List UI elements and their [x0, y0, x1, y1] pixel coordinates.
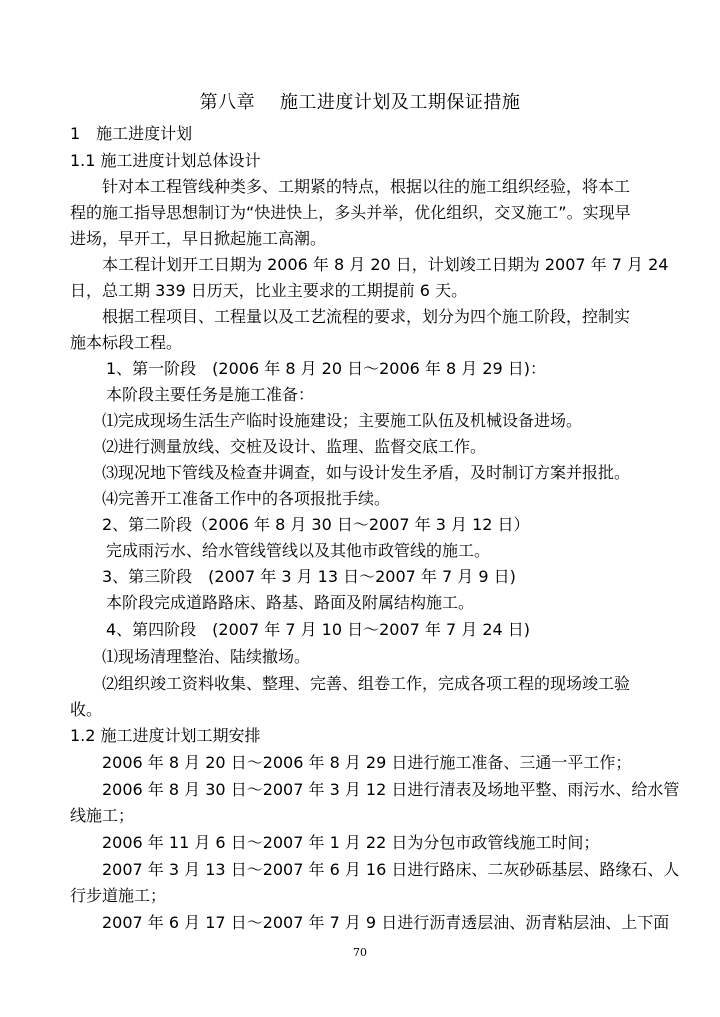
list-item: ⑵进行测量放线、交桩及设计、监理、监督交底工作。 — [102, 437, 487, 456]
paragraph-line: 本阶段主要任务是施工准备： — [106, 385, 315, 404]
schedule-line: 2007 年 3 月 13 日～2007 年 6 月 16 日进行路床、二灰砂砾基层、路缘石、人 — [102, 860, 680, 879]
paragraph-line: 进场，早开工，早日掀起施工高潮。 — [70, 229, 327, 248]
stage-heading: 2、第二阶段（2006 年 8 月 30 日～2007 年 3 月 12 日） — [102, 515, 530, 534]
schedule-line: 2006 年 11 月 6 日～2007 年 1 月 22 日为分包市政管线施工时间； — [102, 833, 600, 852]
section-heading: 1 施工进度计划 — [70, 124, 193, 143]
list-item: ⑴完成现场生活生产临时设施建设；主要施工队伍及机械设备进场。 — [102, 411, 583, 430]
list-item: ⑶现况地下管线及检查井调查，如与设计发生矛盾，及时制订方案并报批。 — [102, 463, 631, 482]
schedule-line: 2006 年 8 月 20 日～2006 年 8 月 29 日进行施工准备、三通一平工作； — [102, 753, 632, 772]
page-number: 70 — [353, 946, 367, 959]
list-item: ⑴现场清理整治、陆续撤场。 — [102, 647, 311, 666]
schedule-line: 行步道施工； — [70, 886, 167, 905]
paragraph-line: 收。 — [70, 700, 103, 719]
paragraph-line: 本工程计划开工日期为 2006 年 8 月 20 日，计划竣工日期为 2007 年 7 月 24 — [102, 255, 669, 274]
subsection-heading: 1.2 施工进度计划工期安排 — [70, 726, 261, 745]
paragraph-line: 完成雨污水、给水管线管线以及其他市政管线的施工。 — [106, 541, 491, 560]
list-item: ⑷完善开工准备工作中的各项报批手续。 — [102, 489, 391, 508]
schedule-line: 线施工； — [70, 806, 135, 825]
subsection-heading: 1.1 施工进度计划总体设计 — [70, 151, 261, 170]
stage-heading: 4、第四阶段 (2007 年 7 月 10 日～2007 年 7 月 24 日) — [106, 620, 531, 639]
schedule-line: 2007 年 6 月 17 日～2007 年 7 月 9 日进行沥青透层油、沥青粘层油、上下面 — [102, 913, 670, 932]
chapter-title: 第八章 施工进度计划及工期保证措施 — [199, 92, 521, 113]
paragraph-line: 根据工程项目、工程量以及工艺流程的要求，划分为四个施工阶段，控制实 — [102, 307, 631, 326]
paragraph-line: 日，总工期 339 日历天，比业主要求的工期提前 6 天。 — [70, 281, 468, 300]
stage-heading: 1、第一阶段 (2006 年 8 月 20 日～2006 年 8 月 29 日)： — [106, 359, 547, 378]
paragraph-line: 程的施工指导思想制订为“快进快上，多头并举，优化组织，交叉施工”。实现早 — [70, 203, 631, 222]
schedule-line: 2006 年 8 月 30 日～2007 年 3 月 12 日进行清表及场地平整、雨污水、给水管 — [102, 780, 680, 799]
paragraph-line: 本阶段完成道路路床、路基、路面及附属结构施工。 — [106, 593, 475, 612]
paragraph-line: 施本标段工程。 — [70, 333, 183, 352]
stage-heading: 3、第三阶段 (2007 年 3 月 13 日～2007 年 7 月 9 日) — [102, 567, 516, 586]
paragraph-line: 针对本工程管线种类多、工期紧的特点，根据以往的施工组织经验，将本工 — [102, 177, 631, 196]
list-item: ⑵组织竣工资料收集、整理、完善、组卷工作，完成各项工程的现场竣工验 — [102, 674, 631, 693]
